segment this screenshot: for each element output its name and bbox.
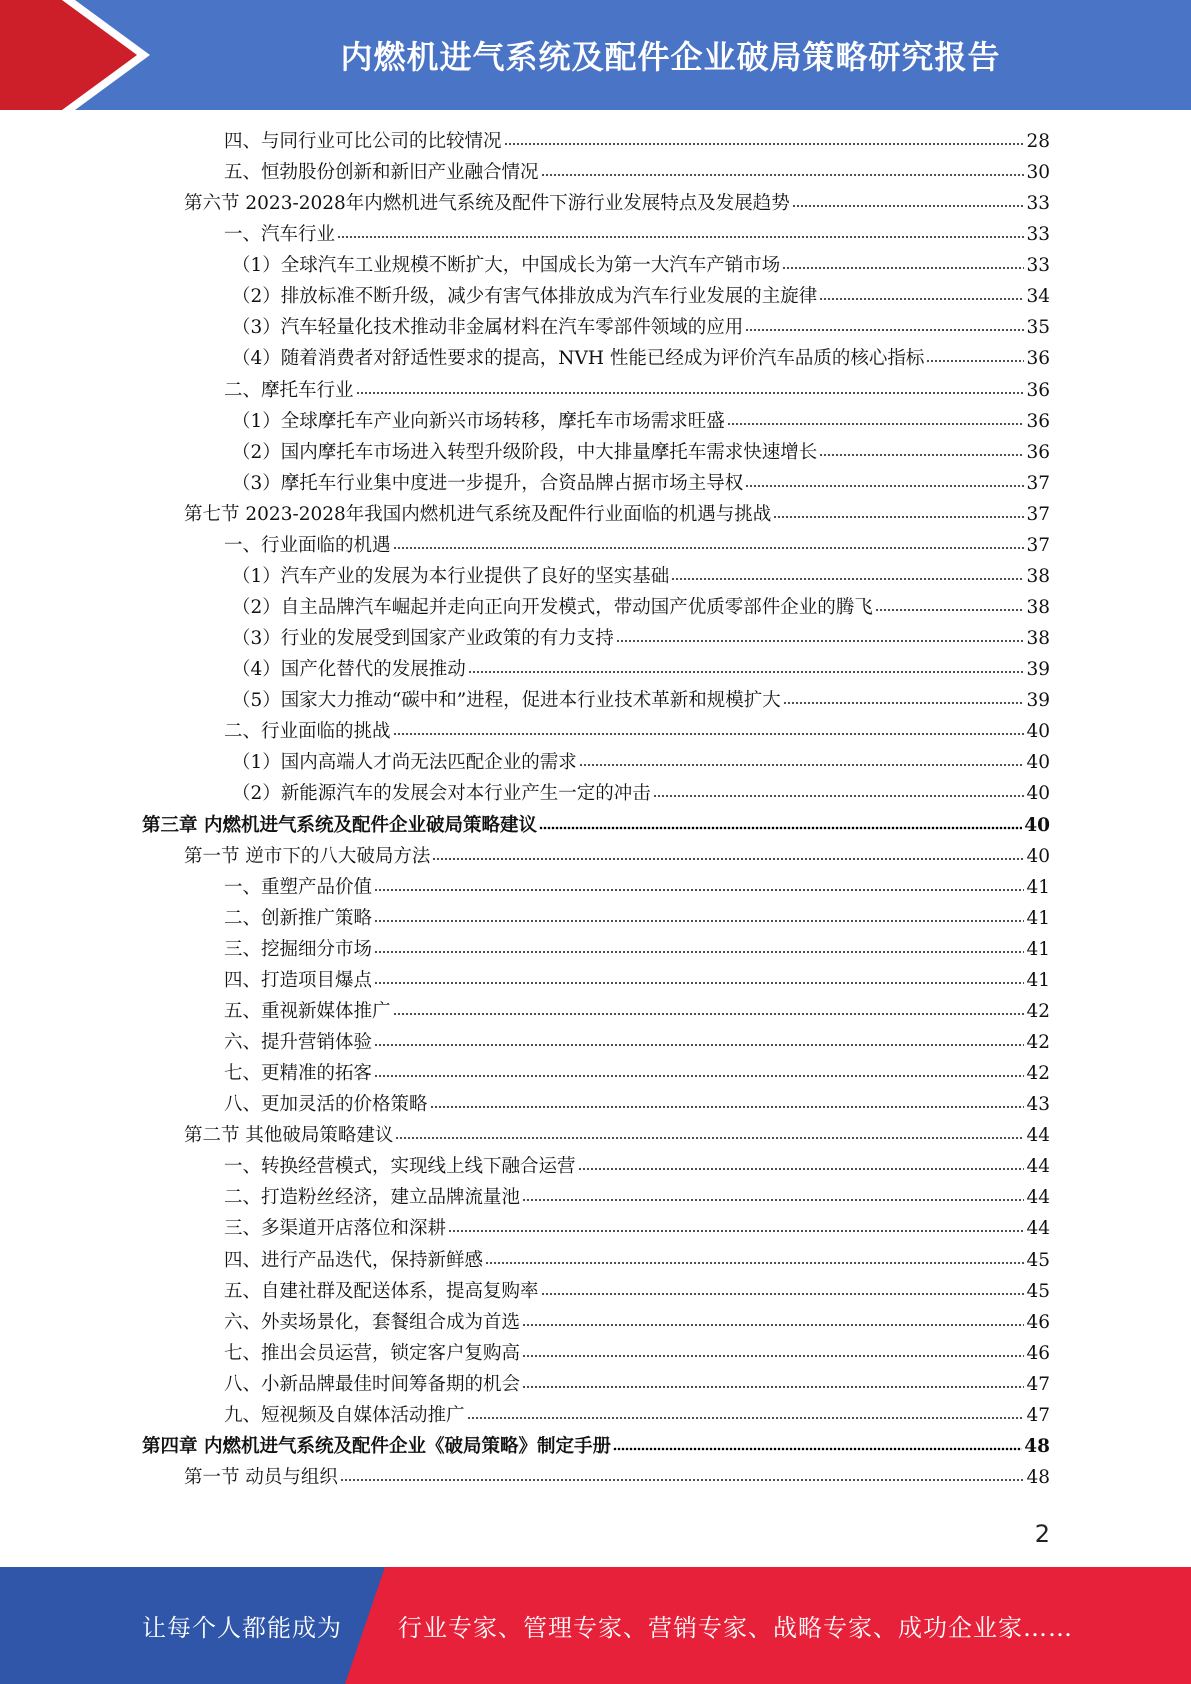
toc-entry-title: 二、打造粉丝经济，建立品牌流量池 bbox=[224, 1187, 521, 1209]
toc-entry-page: 33 bbox=[1026, 224, 1050, 246]
toc-entry-title: 四、打造项目爆点 bbox=[224, 969, 373, 991]
toc-entry-page: 37 bbox=[1026, 472, 1050, 494]
toc-dot-leader bbox=[374, 1041, 1024, 1049]
toc-entry-title: （4）随着消费者对舒适性要求的提高，NVH 性能已经成为评价汽车品质的核心指标 bbox=[232, 348, 925, 370]
toc-entry[interactable] bbox=[224, 903, 1050, 934]
toc-entry-title: 五、自建社群及配送体系，提高复购率 bbox=[224, 1280, 539, 1302]
toc-entry[interactable] bbox=[232, 343, 1050, 374]
toc-entry-title: 三、多渠道开店落位和深耕 bbox=[224, 1218, 447, 1240]
toc-entry-page: 47 bbox=[1026, 1404, 1050, 1426]
toc-entry-page: 33 bbox=[1026, 193, 1050, 215]
toc-entry-title: 二、摩托车行业 bbox=[224, 379, 354, 401]
toc-entry[interactable] bbox=[232, 778, 1050, 809]
toc-entry-title: 四、进行产品迭代，保持新鲜感 bbox=[224, 1249, 484, 1271]
toc-dot-leader bbox=[374, 886, 1024, 894]
toc-entry-page: 35 bbox=[1026, 317, 1050, 339]
toc-dot-leader bbox=[819, 451, 1024, 459]
toc-entry[interactable] bbox=[224, 1151, 1050, 1182]
toc-entry[interactable] bbox=[224, 996, 1050, 1027]
toc-entry-page: 36 bbox=[1026, 348, 1050, 370]
toc-entry[interactable] bbox=[232, 406, 1050, 437]
toc-entry-page: 37 bbox=[1026, 534, 1050, 556]
toc-entry-page: 40 bbox=[1024, 814, 1050, 836]
toc-entry-page: 44 bbox=[1026, 1125, 1050, 1147]
toc-dot-leader bbox=[578, 1165, 1025, 1173]
toc-entry-page: 44 bbox=[1026, 1218, 1050, 1240]
toc-dot-leader bbox=[541, 171, 1025, 179]
toc-entry-page: 28 bbox=[1026, 131, 1050, 152]
toc-entry[interactable] bbox=[232, 747, 1050, 778]
toc-entry-page: 38 bbox=[1026, 597, 1050, 619]
toc-entry-title: 七、推出会员运营，锁定客户复购高 bbox=[224, 1342, 521, 1364]
toc-entry[interactable] bbox=[224, 126, 1050, 157]
toc-entry-page: 43 bbox=[1026, 1094, 1050, 1116]
toc-entry-page: 41 bbox=[1026, 876, 1050, 898]
toc-dot-leader bbox=[393, 1010, 1025, 1018]
toc-entry[interactable] bbox=[232, 592, 1050, 623]
toc-dot-leader bbox=[616, 637, 1025, 645]
toc-entry[interactable] bbox=[224, 1369, 1050, 1400]
toc-entry[interactable] bbox=[224, 219, 1050, 250]
toc-entry[interactable] bbox=[232, 250, 1050, 281]
toc-entry-page: 36 bbox=[1026, 441, 1050, 463]
toc-entry-page: 40 bbox=[1026, 845, 1050, 867]
toc-entry[interactable] bbox=[232, 685, 1050, 716]
toc-entry[interactable] bbox=[232, 654, 1050, 685]
toc-entry-title: 一、转换经营模式，实现线上线下融合运营 bbox=[224, 1156, 576, 1178]
toc-dot-leader bbox=[356, 389, 1025, 397]
toc-entry-page: 42 bbox=[1026, 1032, 1050, 1054]
toc-dot-leader bbox=[579, 761, 1025, 769]
toc-entry-title: （3）摩托车行业集中度进一步提升，合资品牌占据市场主导权 bbox=[232, 472, 744, 494]
toc-entry[interactable] bbox=[224, 157, 1050, 188]
toc-entry[interactable] bbox=[184, 188, 1050, 219]
toc-entry[interactable] bbox=[224, 1276, 1050, 1307]
toc-dot-leader bbox=[926, 357, 1024, 365]
toc-entry-title: 二、创新推广策略 bbox=[224, 907, 373, 929]
toc-dot-leader bbox=[792, 202, 1025, 210]
toc-entry-title: 一、重塑产品价值 bbox=[224, 876, 373, 898]
toc-entry[interactable] bbox=[224, 1213, 1050, 1244]
toc-dot-leader bbox=[783, 699, 1025, 707]
toc-entry[interactable] bbox=[184, 499, 1050, 530]
toc-entry-title: （2）国内摩托车市场进入转型升级阶段，中大排量摩托车需求快速增长 bbox=[232, 441, 818, 463]
footer-slogan-left: 让每个人都能成为 bbox=[142, 1614, 342, 1642]
toc-entry[interactable] bbox=[224, 934, 1050, 965]
toc-dot-leader bbox=[430, 1103, 1025, 1111]
toc-entry-page: 41 bbox=[1026, 907, 1050, 929]
toc-entry-title: （1）汽车产业的发展为本行业提供了良好的坚实基础 bbox=[232, 565, 670, 587]
toc-dot-leader bbox=[539, 824, 1022, 832]
toc-entry-page: 33 bbox=[1026, 255, 1050, 277]
toc-entry[interactable] bbox=[224, 1245, 1050, 1276]
toc-entry-page: 41 bbox=[1026, 969, 1050, 991]
header-arrow-icon bbox=[0, 0, 160, 110]
toc-dot-leader bbox=[467, 1414, 1025, 1422]
toc-dot-leader bbox=[395, 1134, 1024, 1142]
toc-dot-leader bbox=[393, 730, 1025, 738]
page-header bbox=[0, 0, 1191, 110]
toc-entry[interactable] bbox=[184, 841, 1050, 872]
toc-dot-leader bbox=[504, 140, 1025, 148]
toc-entry-title: 第四章 内燃机进气系统及配件企业《破局策略》制定手册 bbox=[142, 1435, 611, 1457]
toc-dot-leader bbox=[485, 1259, 1024, 1267]
toc-dot-leader bbox=[727, 420, 1025, 428]
toc-entry-page: 44 bbox=[1026, 1156, 1050, 1178]
toc-entry-title: 第一节 动员与组织 bbox=[184, 1467, 338, 1488]
toc-entry-title: （2）排放标准不断升级，减少有害气体排放成为汽车行业发展的主旋律 bbox=[232, 286, 818, 308]
toc-entry-title: （2）新能源汽车的发展会对本行业产生一定的冲击 bbox=[232, 783, 651, 805]
toc-entry[interactable] bbox=[232, 468, 1050, 499]
toc-entry-page: 40 bbox=[1026, 721, 1050, 743]
toc-entry-title: （3）行业的发展受到国家产业政策的有力支持 bbox=[232, 628, 614, 650]
toc-entry[interactable] bbox=[224, 1400, 1050, 1431]
toc-entry-page: 40 bbox=[1026, 752, 1050, 774]
toc-entry-title: 五、恒勃股份创新和新旧产业融合情况 bbox=[224, 162, 539, 184]
toc-entry-page: 42 bbox=[1026, 1063, 1050, 1085]
toc-entry[interactable] bbox=[224, 1182, 1050, 1213]
toc-entry-title: 第一节 逆市下的八大破局方法 bbox=[184, 845, 431, 867]
toc-entry-title: 六、提升营销体验 bbox=[224, 1032, 373, 1054]
toc-entry-title: 一、行业面临的机遇 bbox=[224, 534, 391, 556]
toc-entry-page: 45 bbox=[1026, 1249, 1050, 1271]
toc-dot-leader bbox=[522, 1196, 1024, 1204]
toc-entry-page: 41 bbox=[1026, 938, 1050, 960]
toc-entry[interactable] bbox=[232, 623, 1050, 654]
toc-entry[interactable] bbox=[224, 1089, 1050, 1120]
toc-entry-page: 45 bbox=[1026, 1280, 1050, 1302]
toc-dot-leader bbox=[374, 1072, 1024, 1080]
toc-entry-title: 一、汽车行业 bbox=[224, 224, 336, 246]
report-title: 内燃机进气系统及配件企业破局策略研究报告 bbox=[340, 38, 1001, 76]
toc-entry-title: （1）全球汽车工业规模不断扩大，中国成长为第一大汽车产销市场 bbox=[232, 255, 781, 277]
toc-dot-leader bbox=[671, 575, 1024, 583]
toc-entry-title: 九、短视频及自媒体活动推广 bbox=[224, 1404, 465, 1426]
toc-dot-leader bbox=[773, 513, 1024, 521]
toc-entry[interactable] bbox=[232, 437, 1050, 468]
toc-entry-title: 第二节 其他破局策略建议 bbox=[184, 1125, 394, 1147]
toc-entry-title: 六、外卖场景化，套餐组合成为首选 bbox=[224, 1311, 521, 1333]
toc-entry[interactable] bbox=[184, 1120, 1050, 1151]
toc-entry-title: 八、更加灵活的价格策略 bbox=[224, 1094, 428, 1116]
toc-entry-page: 39 bbox=[1026, 690, 1050, 712]
toc-entry-page: 46 bbox=[1026, 1342, 1050, 1364]
toc-dot-leader bbox=[374, 948, 1024, 956]
toc-entry[interactable] bbox=[224, 1307, 1050, 1338]
toc-dot-leader bbox=[374, 917, 1024, 925]
page-footer bbox=[0, 1567, 1191, 1684]
toc-entry-page: 40 bbox=[1026, 783, 1050, 805]
toc-entry-title: 五、重视新媒体推广 bbox=[224, 1000, 391, 1022]
toc-entry-page: 44 bbox=[1026, 1187, 1050, 1209]
toc-entry[interactable] bbox=[232, 561, 1050, 592]
toc-entry-page: 34 bbox=[1026, 286, 1050, 308]
toc-dot-leader bbox=[448, 1227, 1024, 1235]
toc-entry-title: 第六节 2023-2028年内燃机进气系统及配件下游行业发展特点及发展趋势 bbox=[184, 193, 790, 215]
toc-entry-page: 39 bbox=[1026, 659, 1050, 681]
toc-entry-page: 37 bbox=[1026, 503, 1050, 525]
toc-entry[interactable] bbox=[224, 1027, 1050, 1058]
toc-entry-title: （3）汽车轻量化技术推动非金属材料在汽车零部件领域的应用 bbox=[232, 317, 744, 339]
toc-dot-leader bbox=[653, 792, 1025, 800]
toc-entry-page: 36 bbox=[1026, 410, 1050, 432]
toc-entry[interactable] bbox=[184, 1462, 1050, 1493]
toc-entry[interactable] bbox=[224, 375, 1050, 406]
toc-entry-page: 46 bbox=[1026, 1311, 1050, 1333]
toc-entry-title: （5）国家大力推动“碳中和”进程，促进本行业技术革新和规模扩大 bbox=[232, 690, 781, 712]
toc-dot-leader bbox=[468, 668, 1025, 676]
toc-entry-title: （1）全球摩托车产业向新兴市场转移，摩托车市场需求旺盛 bbox=[232, 410, 725, 432]
toc-entry[interactable] bbox=[224, 530, 1050, 561]
toc-entry-title: （2）自主品牌汽车崛起并走向正向开发模式，带动国产优质零部件企业的腾飞 bbox=[232, 597, 873, 619]
toc-entry[interactable] bbox=[224, 1058, 1050, 1089]
toc-entry[interactable] bbox=[142, 810, 1050, 841]
toc-entry-title: （1）国内高端人才尚无法匹配企业的需求 bbox=[232, 752, 577, 774]
toc-entry-title: 三、挖掘细分市场 bbox=[224, 938, 373, 960]
toc-dot-leader bbox=[875, 606, 1025, 614]
toc-dot-leader bbox=[374, 979, 1024, 987]
toc-dot-leader bbox=[613, 1445, 1022, 1453]
toc-entry[interactable] bbox=[224, 965, 1050, 996]
toc-entry-title: 第三章 内燃机进气系统及配件企业破局策略建议 bbox=[142, 814, 537, 836]
toc-entry[interactable] bbox=[232, 281, 1050, 312]
toc-dot-leader bbox=[340, 1476, 1025, 1484]
toc-entry[interactable] bbox=[224, 1338, 1050, 1369]
toc-entry[interactable] bbox=[224, 716, 1050, 747]
toc-dot-leader bbox=[782, 264, 1024, 272]
toc-entry[interactable] bbox=[224, 872, 1050, 903]
toc-entry-page: 47 bbox=[1026, 1373, 1050, 1395]
page-number: 2 bbox=[1034, 1520, 1050, 1548]
toc-entry-page: 30 bbox=[1026, 162, 1050, 184]
toc-dot-leader bbox=[522, 1383, 1024, 1391]
toc-entry-title: 四、与同行业可比公司的比较情况 bbox=[224, 131, 502, 152]
toc-entry-page: 48 bbox=[1024, 1435, 1050, 1457]
toc-entry[interactable] bbox=[142, 1431, 1050, 1462]
toc-dot-leader bbox=[522, 1352, 1024, 1360]
toc-entry-title: 第七节 2023-2028年我国内燃机进气系统及配件行业面临的机遇与挑战 bbox=[184, 503, 772, 525]
footer-slogan-right: 行业专家、管理专家、营销专家、战略专家、成功企业家…… bbox=[398, 1614, 1073, 1642]
toc-dot-leader bbox=[819, 295, 1024, 303]
toc-entry-page: 42 bbox=[1026, 1000, 1050, 1022]
toc-entry-title: 二、行业面临的挑战 bbox=[224, 721, 391, 743]
toc-entry-title: （4）国产化替代的发展推动 bbox=[232, 659, 466, 681]
toc-entry-title: 八、小新品牌最佳时间筹备期的机会 bbox=[224, 1373, 521, 1395]
toc-entry[interactable] bbox=[232, 312, 1050, 343]
toc-entry-page: 38 bbox=[1026, 628, 1050, 650]
toc-dot-leader bbox=[337, 233, 1024, 241]
toc-dot-leader bbox=[745, 482, 1024, 490]
toc-dot-leader bbox=[432, 855, 1024, 863]
toc-dot-leader bbox=[393, 544, 1025, 552]
toc-dot-leader bbox=[522, 1321, 1024, 1329]
toc-entry-title: 七、更精准的拓客 bbox=[224, 1063, 373, 1085]
toc-entry-page: 36 bbox=[1026, 379, 1050, 401]
toc-entry-page: 48 bbox=[1026, 1467, 1050, 1488]
toc-dot-leader bbox=[541, 1290, 1025, 1298]
toc-dot-leader bbox=[745, 326, 1024, 334]
toc-entry-page: 38 bbox=[1026, 565, 1050, 587]
